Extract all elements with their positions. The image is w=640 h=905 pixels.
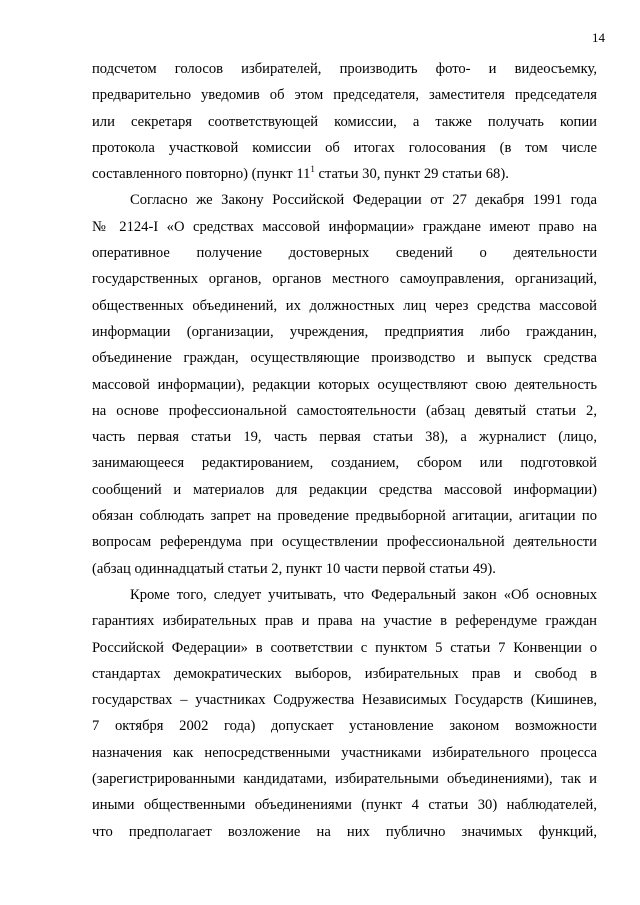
body-text: [92, 56, 597, 845]
text-line: что предполагает возложение на них публично значимых функций,: [92, 823, 597, 840]
page-number: 14: [592, 30, 605, 45]
text-line: иными общественными объединениями (пункт 4 статьи 30) наблюдателей,: [92, 797, 597, 814]
text-segment: составленного повторно) (пункт 11: [92, 166, 311, 183]
text-line: государствах – участниках Содружества Независимых Государств (Кишинев,: [92, 692, 597, 709]
text-line: информации (организации, учреждения, предприятия либо гражданин,: [92, 323, 597, 340]
paragraph-3: [92, 582, 597, 845]
paragraph-2: [92, 187, 597, 581]
text-line: (зарегистрированными кандидатами, избирательными объединениями), так и: [92, 771, 597, 788]
text-line: (абзац одиннадцатый статьи 2, пункт 10 части первой статьи 49).: [92, 560, 496, 577]
text-line: протокола участковой комиссии об итогах голосования (в том числе: [92, 139, 597, 156]
superscript: 1: [310, 164, 315, 175]
text-line: Кроме того, следует учитывать, что Федеральный закон «Об основных: [130, 586, 597, 603]
text-line: обязан соблюдать запрет на проведение предвыборной агитации, агитации по: [92, 508, 597, 525]
text-line: сообщений и материалов для редакции средства массовой информации): [92, 481, 597, 498]
text-line: стандартах демократических выборов, избирательных прав и свобод в: [92, 665, 597, 682]
text-line: [92, 161, 597, 187]
text-line: гарантиях избирательных прав и права на участие в референдуме граждан: [92, 613, 597, 630]
paragraph-1: [92, 56, 597, 187]
text-line: объединение граждан, осуществляющие производство и выпуск средства: [92, 350, 597, 367]
text-line: занимающееся редактированием, созданием, сбором или подготовкой: [92, 455, 597, 472]
text-line: назначения как непосредственными участниками избирательного процесса: [92, 744, 597, 761]
text-line: массовой информации), редакции которых осуществляют свою деятельность: [92, 376, 597, 393]
text-line: или секретаря соответствующей комиссии, а также получать копии: [92, 113, 597, 130]
text-line: № 2124-I «О средствах массовой информации» граждане имеют право на: [92, 218, 597, 235]
text-line: предварительно уведомив об этом председателя, заместителя председателя: [92, 87, 597, 104]
text-line: вопросам референдума при осуществлении профессиональной деятельности: [92, 534, 597, 551]
text-line: оперативное получение достоверных сведений о деятельности: [92, 245, 597, 262]
text-line: Российской Федерации» в соответствии с пунктом 5 статьи 7 Конвенции о: [92, 639, 597, 656]
text-line: часть первая статьи 19, часть первая статьи 38), а журналист (лицо,: [92, 429, 597, 446]
text-line: Согласно же Закону Российской Федерации от 27 декабря 1991 года: [130, 192, 597, 209]
text-line: общественных объединений, их должностных лиц через средства массовой: [92, 297, 597, 314]
text-line: на основе профессиональной самостоятельности (абзац девятый статьи 2,: [92, 402, 597, 419]
text-line: подсчетом голосов избирателей, производить фото- и видеосъемку,: [92, 61, 597, 77]
text-line: 7 октября 2002 года) допускает установление законом возможности: [92, 718, 597, 735]
text-segment: статьи 30, пункт 29 статьи 68).: [314, 166, 509, 183]
text-line: государственных органов, органов местного самоуправления, организаций,: [92, 271, 597, 288]
